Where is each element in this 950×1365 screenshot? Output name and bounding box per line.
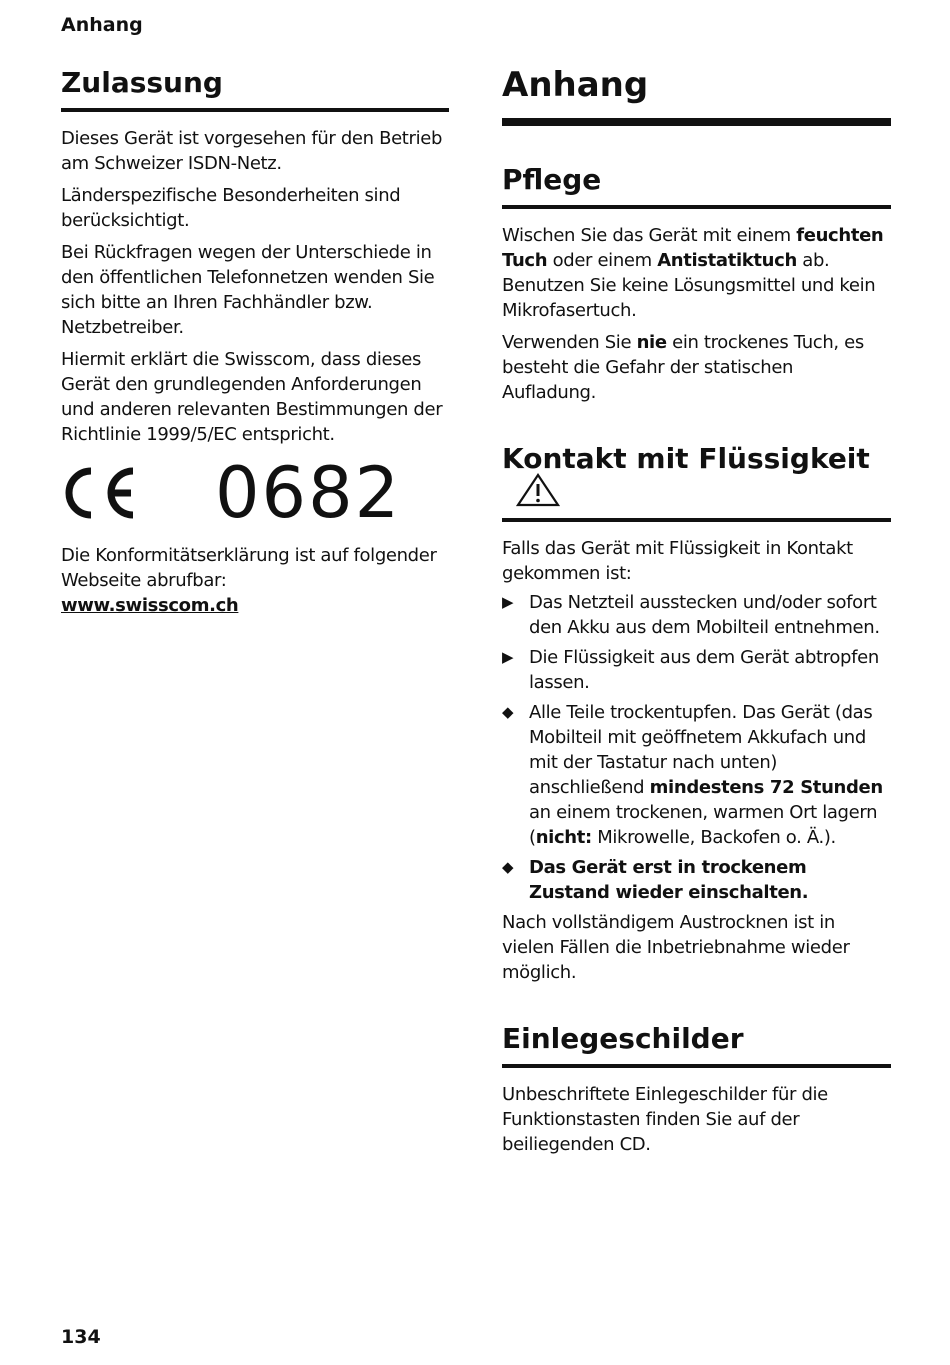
notified-body-number: 0682 (215, 452, 402, 534)
section-title-zulassung: Zulassung (61, 69, 449, 112)
zulassung-paragraph-1: Dieses Gerät ist vorgesehen für den Betrieb am Schweizer ISDN-Netz. (61, 128, 443, 174)
section-title-kontakt: Kontakt mit Flüssigkeit (502, 445, 891, 522)
list-item: ▶ Die Flüssigkeit aus dem Gerät abtropfen lassen. (502, 647, 879, 693)
ce-conformity-mark (61, 453, 449, 533)
kontakt-intro: Falls das Gerät mit Flüssigkeit in Kontakt gekommen ist: (502, 538, 853, 584)
chapter-title: Anhang (502, 68, 891, 126)
diamond-bullet-icon: ◆ (502, 703, 514, 721)
pflege-paragraph-1: Wischen Sie das Gerät mit einem feuchten Tuch oder einem Antistatiktuch ab. Benutzen Sie keine Lösungsmittel und kein Mikrofasertuch. (502, 225, 884, 321)
left-column (61, 0, 449, 618)
running-header: Anhang (61, 14, 143, 36)
right-column (502, 0, 891, 1157)
list-item: ◆ Das Gerät erst in trockenem Zustand wieder einschalten. (502, 857, 809, 903)
ce-mark-icon (61, 463, 141, 523)
zulassung-paragraph-3: Bei Rückfragen wegen der Unterschiede in den öffentlichen Telefonnetzen wenden Sie sich bitte an Ihren Fachhändler bzw. Netzbetreiber. (61, 242, 435, 338)
list-item: ◆ Alle Teile trockentupfen. Das Gerät (das Mobilteil mit geöffnetem Akkufach und mit der Tastatur nach unten) anschließend mindestens 72 Stunden an einem trockenen, warmen Ort lagern (nicht: Mikrowelle, Backofen o. Ä.). (502, 702, 883, 848)
pflege-paragraph-2: Verwenden Sie nie ein trockenes Tuch, es besteht die Gefahr der statischen Aufladung. (502, 332, 864, 403)
zulassung-paragraph-5: Die Konformitätserklärung ist auf folgender Webseite abrufbar: (61, 545, 437, 591)
list-item: ▶ Das Netzteil ausstecken und/oder sofort den Akku aus dem Mobilteil entnehmen. (502, 592, 880, 638)
zulassung-paragraph-2: Länderspezifische Besonderheiten sind berücksichtigt. (61, 185, 401, 231)
warning-triangle-icon (516, 473, 560, 507)
kontakt-steps-list (502, 590, 891, 905)
section-title-einlegeschilder: Einlegeschilder (502, 1025, 891, 1068)
einlege-paragraph: Unbeschriftete Einlegeschilder für die Funktionstasten finden Sie auf der beiliegenden CD. (502, 1084, 828, 1155)
diamond-bullet-icon: ◆ (502, 858, 514, 876)
page-number: 134 (61, 1326, 101, 1348)
zulassung-paragraph-4: Hiermit erklärt die Swisscom, dass dieses Gerät den grundlegenden Anforderungen und anderen relevanten Bestimmungen der Richtlinie 1999/5/EC entspricht. (61, 349, 443, 445)
swisscom-link[interactable]: www.swisscom.ch (61, 595, 239, 616)
section-title-pflege: Pflege (502, 166, 891, 209)
triangle-bullet-icon: ▶ (502, 593, 514, 611)
kontakt-outro: Nach vollständigem Austrocknen ist in vielen Fällen die Inbetriebnahme wieder möglich. (502, 912, 850, 983)
triangle-bullet-icon: ▶ (502, 648, 514, 666)
